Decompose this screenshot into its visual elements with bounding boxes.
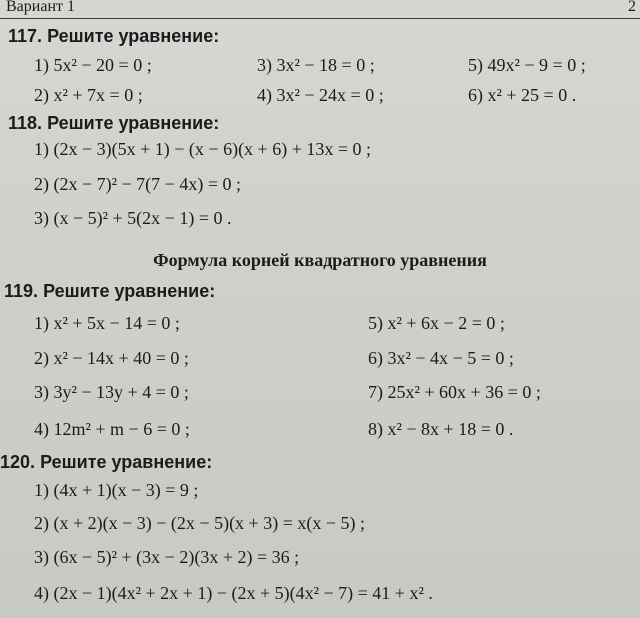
page-header — [0, 0, 640, 19]
equation-119-6: 6) 3x² − 4x − 5 = 0 ; — [368, 348, 514, 368]
problem-instruction: Решите уравнение: — [43, 281, 216, 301]
problem-instruction: Решите уравнение: — [40, 452, 213, 472]
equation-117-1: 1) 5x² − 20 = 0 ; — [34, 55, 152, 75]
equation-118-3: 3) (x − 5)² + 5(2x − 1) = 0 . — [34, 208, 232, 228]
equation-119-8: 8) x² − 8x + 18 = 0 . — [368, 419, 514, 439]
problem-number: 118. — [8, 113, 43, 133]
problem-120-title — [0, 452, 212, 473]
page-number: 2 — [628, 0, 636, 15]
problem-117-title — [8, 26, 219, 47]
problem-instruction: Решите уравнение: — [47, 113, 220, 133]
equation-118-1: 1) (2x − 3)(5x + 1) − (x − 6)(x + 6) + 13x = 0 ; — [34, 139, 372, 159]
equation-117-4: 4) 3x² − 24x = 0 ; — [257, 85, 384, 105]
equation-119-4: 4) 12m² + m − 6 = 0 ; — [34, 419, 190, 439]
equation-119-7: 7) 25x² + 60x + 36 = 0 ; — [368, 382, 541, 402]
problem-number: 120. — [0, 452, 36, 472]
equation-117-5: 5) 49x² − 9 = 0 ; — [468, 55, 586, 75]
equation-120-1: 1) (4x + 1)(x − 3) = 9 ; — [34, 480, 199, 500]
equation-120-2: 2) (x + 2)(x − 3) − (2x − 5)(x + 3) = x(x − 5) ; — [34, 513, 365, 533]
equation-120-3: 3) (6x − 5)² + (3x − 2)(3x + 2) = 36 ; — [34, 547, 300, 567]
equation-117-2: 2) x² + 7x = 0 ; — [34, 85, 143, 105]
variant-label: Вариант 1 — [6, 0, 75, 15]
problem-number: 117. — [8, 26, 43, 46]
equation-119-1: 1) x² + 5x − 14 = 0 ; — [34, 313, 180, 333]
equation-119-5: 5) x² + 6x − 2 = 0 ; — [368, 313, 505, 333]
equation-117-3: 3) 3x² − 18 = 0 ; — [257, 55, 375, 75]
problem-118-title — [8, 113, 219, 134]
problem-119-title — [4, 281, 215, 302]
problem-number: 119. — [4, 281, 39, 301]
equation-117-6: 6) x² + 25 = 0 . — [468, 85, 577, 105]
section-heading: Формула корней квадратного уравнения — [153, 250, 487, 270]
equation-120-4: 4) (2x − 1)(4x² + 2x + 1) − (2x + 5)(4x² − 7) = 41 + x² . — [34, 583, 433, 603]
equation-119-3: 3) 3y² − 13y + 4 = 0 ; — [34, 382, 189, 402]
equation-118-2: 2) (2x − 7)² − 7(7 − 4x) = 0 ; — [34, 174, 241, 194]
problem-instruction: Решите уравнение: — [47, 26, 220, 46]
equation-119-2: 2) x² − 14x + 40 = 0 ; — [34, 348, 189, 368]
